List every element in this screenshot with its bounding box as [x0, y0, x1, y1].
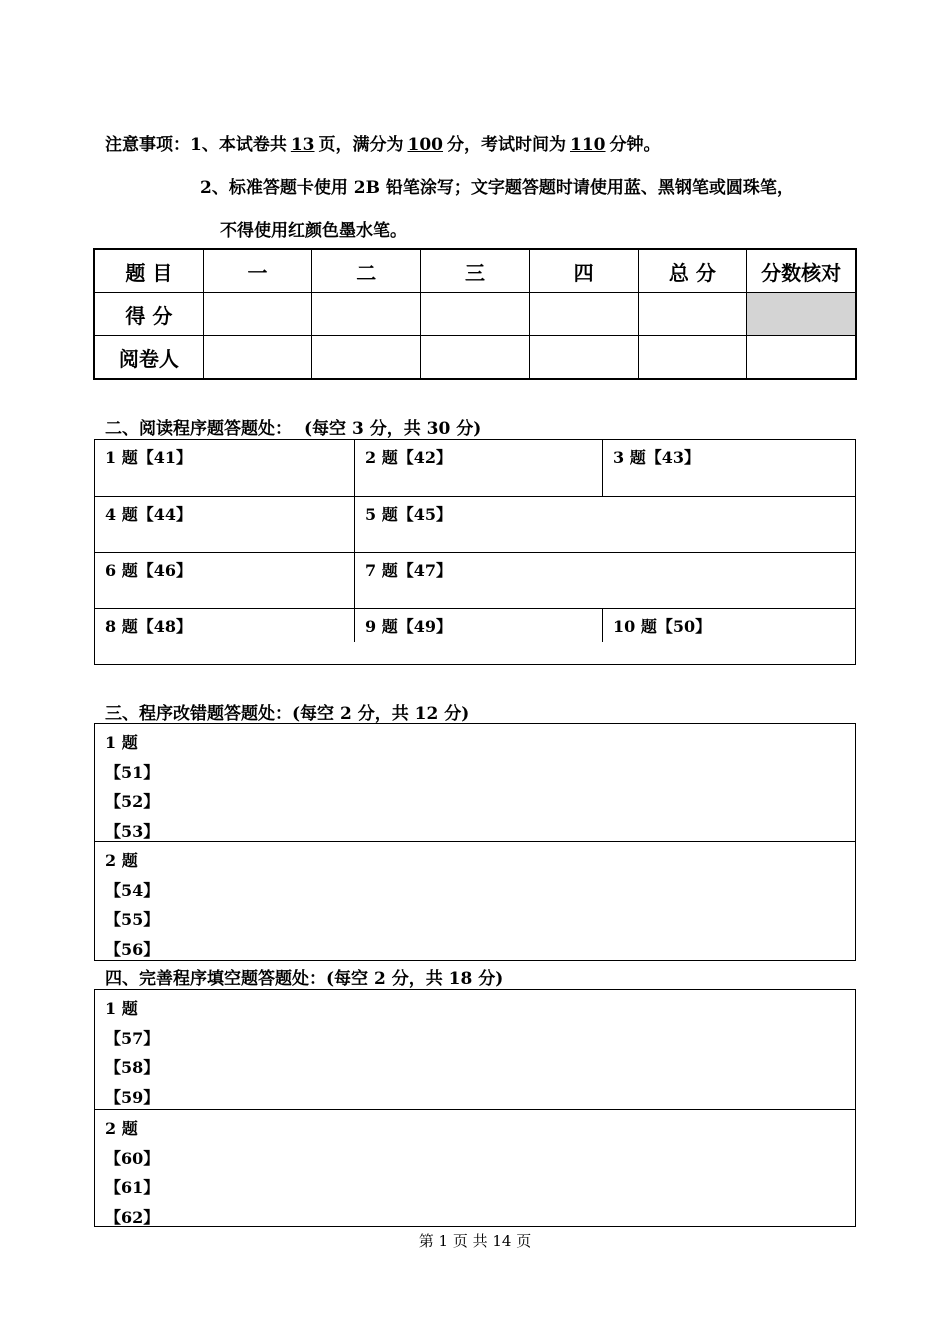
header-cell: 一: [203, 249, 312, 293]
page-footer: 第 1 页 共 14 页: [418, 1232, 532, 1250]
blank-label: 【55】: [105, 910, 160, 929]
section3-answer-box: [94, 723, 856, 961]
score-header-row: [94, 249, 856, 293]
grader-cell[interactable]: [638, 336, 747, 380]
row-label: 阅卷人: [94, 336, 203, 380]
answer-row: [95, 552, 855, 608]
section2-answer-grid: [94, 439, 856, 665]
grader-cell[interactable]: [421, 336, 530, 380]
answer-cell[interactable]: 6 题【46】: [105, 561, 192, 580]
blank-label: 【54】: [105, 880, 160, 900]
grader-row: [94, 336, 856, 380]
question-block[interactable]: [95, 990, 855, 1109]
section4-title: 四、完善程序填空题答题处：(每空 2 分，共 18 分): [105, 969, 504, 989]
header-cell: 题 目: [94, 249, 203, 293]
notice-label: 注意事项：: [105, 135, 190, 155]
blank-label: 【62】: [105, 1207, 160, 1227]
score-cell[interactable]: [529, 293, 638, 336]
grader-cell[interactable]: [203, 336, 312, 380]
grader-cell[interactable]: [529, 336, 638, 380]
blank-label: 【60】: [105, 1148, 160, 1168]
score-cell[interactable]: [421, 293, 530, 336]
page-count: 13: [290, 135, 315, 155]
question-label: 2 题: [105, 851, 138, 870]
blank-label: 【51】: [105, 762, 160, 782]
question-label: 1 题: [105, 999, 138, 1018]
header-cell: 二: [312, 249, 421, 293]
section2-title: 二、阅读程序题答题处： (每空 3 分，共 30 分): [105, 419, 482, 439]
header-cell: 四: [529, 249, 638, 293]
section4-answer-box: [94, 989, 856, 1227]
question-block[interactable]: [95, 1109, 855, 1232]
question-block[interactable]: [95, 724, 855, 841]
header-cell: 总 分: [638, 249, 747, 293]
exam-minutes: 110: [570, 135, 606, 155]
answer-cell[interactable]: 1 题【41】: [105, 448, 192, 467]
question-label: 2 题: [105, 1119, 138, 1138]
blank-label: 【56】: [105, 939, 160, 959]
question-label: 1 题: [105, 733, 138, 752]
answer-cell[interactable]: 9 题【49】: [354, 609, 602, 642]
answer-row: [95, 440, 855, 496]
answer-row: [95, 608, 855, 642]
notice-line-1: 注意事项：1、本试卷共 13 页，满分为 100 分，考试时间为 110 分钟。: [105, 135, 661, 155]
answer-cell[interactable]: 8 题【48】: [105, 617, 192, 636]
score-row: [94, 293, 856, 336]
blank-label: 【59】: [105, 1087, 160, 1107]
blank-label: 【58】: [105, 1058, 160, 1077]
answer-cell[interactable]: 4 题【44】: [105, 505, 192, 524]
answer-cell[interactable]: 5 题【45】: [354, 497, 855, 552]
answer-cell[interactable]: 10 题【50】: [602, 609, 855, 642]
header-cell: 分数核对: [747, 249, 856, 293]
blank-label: 【53】: [105, 821, 160, 841]
score-table: [93, 248, 857, 380]
blank-label: 【57】: [105, 1028, 160, 1048]
full-score: 100: [407, 135, 444, 155]
score-check-cell: [747, 293, 856, 336]
grader-cell[interactable]: [747, 336, 856, 380]
answer-row: [95, 496, 855, 552]
notice-line-2: 2、标准答题卡使用 2B 铅笔涂写；文字题答题时请使用蓝、黑钢笔或圆珠笔，: [200, 178, 794, 198]
section3-title: 三、程序改错题答题处：(每空 2 分，共 12 分): [105, 704, 470, 724]
score-cell[interactable]: [312, 293, 421, 336]
grader-cell[interactable]: [312, 336, 421, 380]
notice-line-3: 不得使用红颜色墨水笔。: [220, 221, 407, 241]
question-block[interactable]: [95, 841, 855, 964]
answer-cell[interactable]: 3 题【43】: [602, 440, 855, 496]
header-cell: 三: [421, 249, 530, 293]
score-cell[interactable]: [638, 293, 747, 336]
row-label: 得 分: [94, 293, 203, 336]
answer-cell[interactable]: 2 题【42】: [354, 440, 602, 496]
blank-label: 【61】: [105, 1178, 160, 1197]
answer-cell[interactable]: 7 题【47】: [354, 553, 855, 608]
blank-label: 【52】: [105, 792, 160, 811]
score-cell[interactable]: [203, 293, 312, 336]
